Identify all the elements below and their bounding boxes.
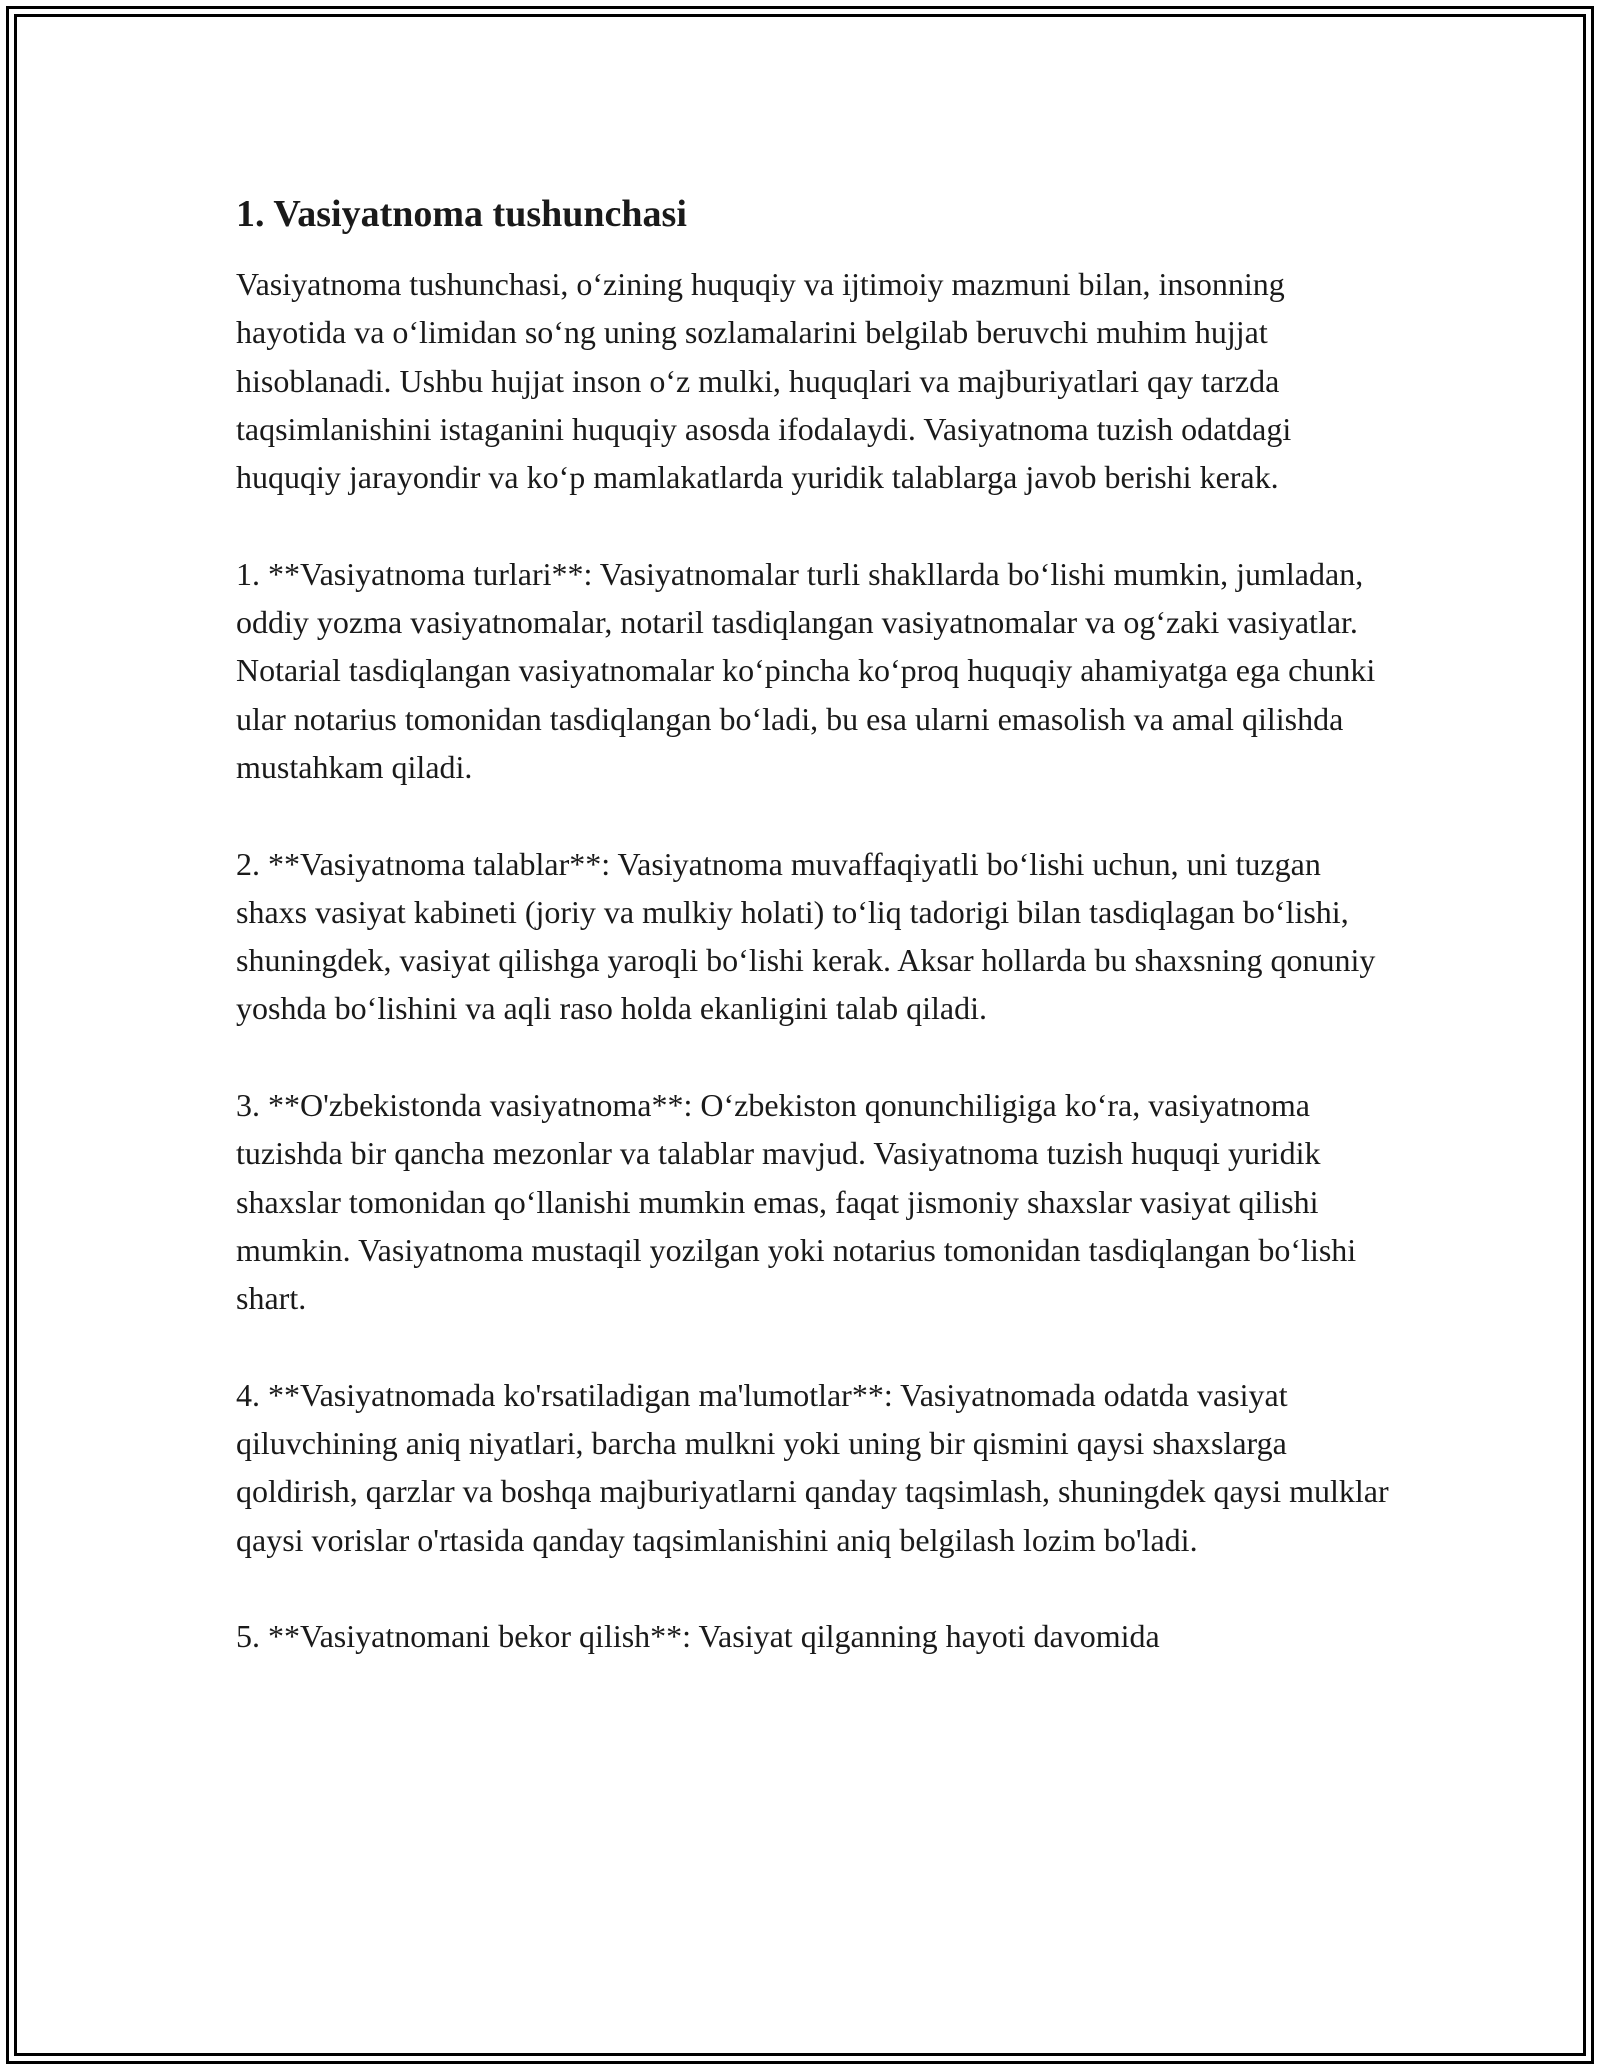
paragraph-item-3: 3. **O'zbekistonda vasiyatnoma**: Oʻzbekiston qonunchiligiga koʻra, vasiyatnoma tuzishda bir qancha mezonlar va talablar mavjud. Vasiyatnoma tuzish huquqi yuridik shaxslar tomonidan qoʻllanishi mumkin emas, faqat jismoniy shaxslar vasiyat qilishi mumkin. Vasiyatnoma mustaqil yozilgan yoki notarius tomonidan tasdiqlangan boʻlishi shart.: [236, 1087, 1357, 1317]
paragraph-item-2: 2. **Vasiyatnoma talablar**: Vasiyatnoma muvaffaqiyatli boʻlishi uchun, uni tuzgan shaxs vasiyat kabineti (joriy va mulkiy holati) toʻliq tadorigi bilan tasdiqlagan boʻlishi, shuningdek, vasiyat qilishga yaroqli boʻlishi kerak. Aksar hollarda bu shaxsning qonuniy yoshda boʻlishini va aqli raso holda ekanligini talab qiladi.: [236, 845, 1376, 1027]
page-title: 1. Vasiyatnoma tushunchasi: [236, 193, 687, 235]
document-body: [236, 188, 1396, 1709]
paragraph-item-1: 1. **Vasiyatnoma turlari**: Vasiyatnomalar turli shakllarda boʻlishi mumkin, jumladan, oddiy yozma vasiyatnomalar, notaril tasdiqlangan vasiyatnomalar va ogʻzaki vasiyatlar. Notarial tasdiqlangan vasiyatnomalar koʻpincha koʻproq huquqiy ahamiyatga ega chunki ular notarius tomonidan tasdiqlangan boʻladi, bu esa ularni emasolish va amal qilishda mustahkam qiladi.: [236, 555, 1376, 785]
paragraph-intro: Vasiyatnoma tushunchasi, oʻzining huquqiy va ijtimoiy mazmuni bilan, insonning hayotida va oʻlimidan soʻng uning sozlamalarini belgilab beruvchi muhim hujjat hisoblanadi. Ushbu hujjat inson oʻz mulki, huquqlari va majburiyatlari qay tarzda taqsimlanishini istaganini huquqiy asosda ifodalaydi. Vasiyatnoma tuzish odatdagi huquqiy jarayondir va koʻp mamlakatlarda yuridik talablarga javob berishi kerak.: [236, 266, 1292, 496]
paragraph-item-4: 4. **Vasiyatnomada ko'rsatiladigan ma'lumotlar**: Vasiyatnomada odatda vasiyat qiluvchining aniq niyatlari, barcha mulkni yoki uning bir qismini qaysi shaxslarga qoldirish, qarzlar va boshqa majburiyatlarni qanday taqsimlash, shuningdek qaysi mulklar qaysi vorislar o'rtasida qanday taqsimlanishini aniq belgilash lozim bo'ladi.: [236, 1376, 1389, 1558]
paragraph-item-5: 5. **Vasiyatnomani bekor qilish**: Vasiyat qilganning hayoti davomida: [236, 1618, 1160, 1655]
